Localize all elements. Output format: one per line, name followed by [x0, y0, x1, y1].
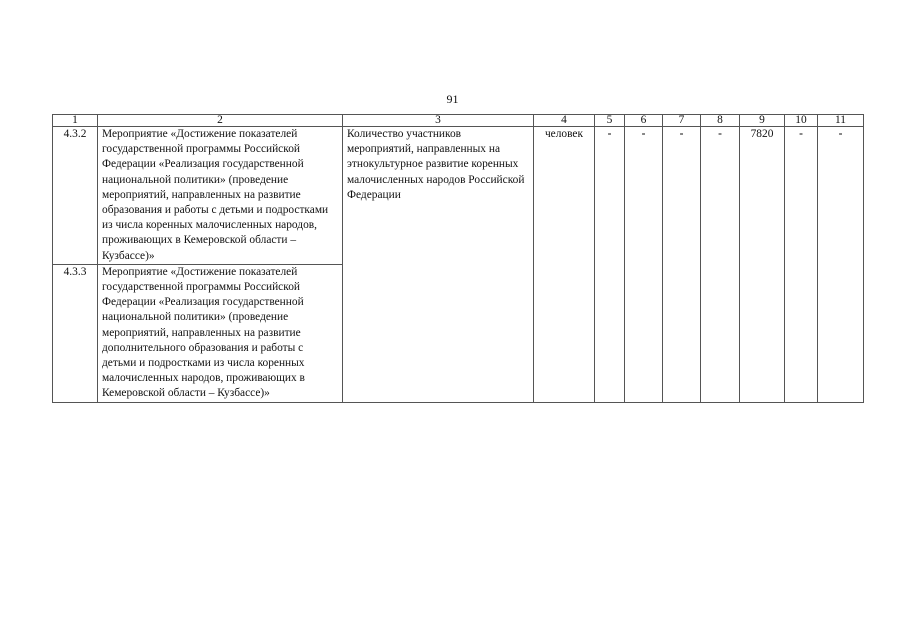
header-row — [53, 115, 864, 127]
header-col-3: 3 — [343, 115, 534, 127]
header-col-4: 4 — [534, 115, 595, 127]
row-name: Мероприятие «Достижение показателей государственной программы Российской Федерации «Реализация государственной национальной политики» (проведение мероприятий, направленных на развитие образования и работы с детьми и подростками из числа коренных малочисленных народов, проживающих в Кемеровской области – Кузбассе)» — [98, 127, 343, 265]
row-number: 4.3.2 — [53, 127, 98, 265]
value-col-10: - — [785, 127, 818, 403]
header-col-6: 6 — [625, 115, 663, 127]
page-number: 91 — [446, 92, 459, 106]
header-col-10: 10 — [785, 115, 818, 127]
indicator-table — [52, 114, 864, 403]
header-col-8: 8 — [701, 115, 740, 127]
value-col-8: - — [701, 127, 740, 403]
value-col-7: - — [663, 127, 701, 403]
unit: человек — [534, 127, 595, 403]
value-col-6: - — [625, 127, 663, 403]
row-number: 4.3.3 — [53, 264, 98, 402]
value-col-9: 7820 — [740, 127, 785, 403]
header-col-9: 9 — [740, 115, 785, 127]
header-col-1: 1 — [53, 115, 98, 127]
indicator-name: Количество участников мероприятий, направленных на этнокультурное развитие коренных малочисленных народов Российской Федерации — [343, 127, 534, 403]
header-col-5: 5 — [595, 115, 625, 127]
header-col-2: 2 — [98, 115, 343, 127]
value-col-5: - — [595, 127, 625, 403]
table-row — [53, 127, 864, 265]
header-col-7: 7 — [663, 115, 701, 127]
header-col-11: 11 — [818, 115, 864, 127]
value-col-11: - — [818, 127, 864, 403]
row-name: Мероприятие «Достижение показателей государственной программы Российской Федерации «Реализация государственной национальной политики» (проведение мероприятий, направленных на развитие дополнительного образования и работы с детьми и подростками из числа коренных малочисленных народов, проживающих в Кемеровской области – Кузбассе)» — [98, 264, 343, 402]
